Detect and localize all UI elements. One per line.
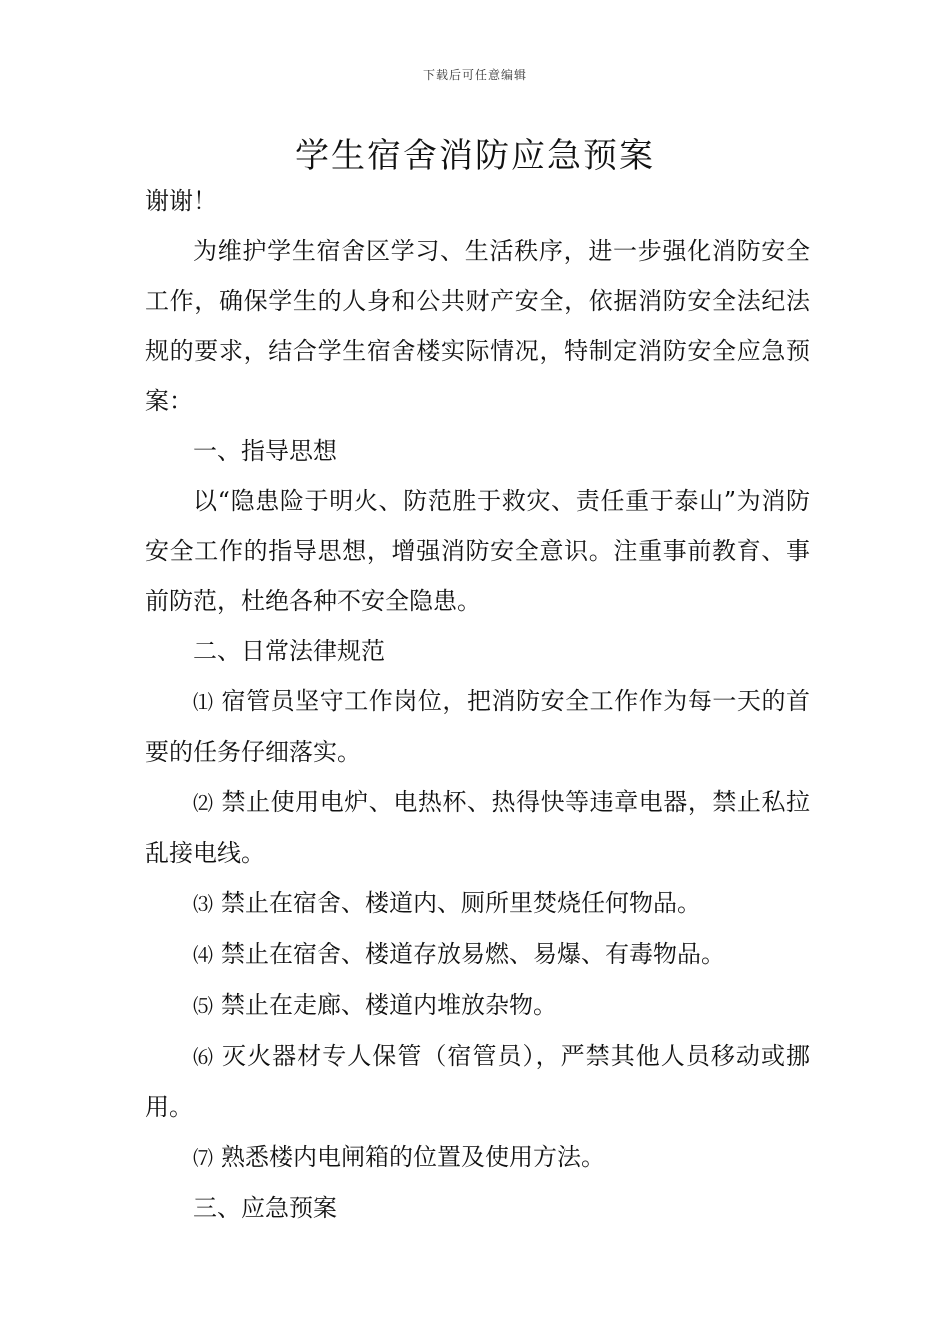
rule-text: 禁止在宿舍、楼道存放易燃、易爆、有毒物品。 <box>221 940 725 968</box>
rule-item <box>145 878 810 929</box>
header-note: 下载后可任意编辑 <box>422 68 527 82</box>
rule-text: 灭火器材专人保管（宿管员），严禁其他人员移动或挪用。 <box>145 1042 811 1121</box>
rule-item <box>145 777 810 878</box>
rule-number: ⑺ <box>193 1146 213 1170</box>
rule-text: 禁止在宿舍、楼道内、厕所里焚烧任何物品。 <box>221 889 701 917</box>
rule-text: 禁止在走廊、楼道内堆放杂物。 <box>221 991 557 1019</box>
rule-number: ⑶ <box>193 892 213 916</box>
section-heading-guiding-principle: 一、指导思想 <box>193 437 337 465</box>
rule-number: ⑴ <box>193 690 214 714</box>
guiding-principle-paragraph: 以“隐患险于明火、防范胜于救灾、责任重于泰山”为消防安全工作的指导思想，增强消防安全意识。注重事前教育、事前防范，杜绝各种不安全隐患。 <box>145 487 810 615</box>
rule-number: ⑸ <box>193 994 213 1018</box>
rule-number: ⑹ <box>193 1045 215 1069</box>
document-title: 学生宿舍消防应急预案 <box>295 136 655 176</box>
rule-item <box>145 676 810 777</box>
intro-paragraph: 为维护学生宿舍区学习、生活秩序，进一步强化消防安全工作，确保学生的人身和公共财产安全，依据消防安全法纪法规的要求，结合学生宿舍楼实际情况，特制定消防安全应急预案： <box>145 237 810 415</box>
section-heading-daily-rules: 二、日常法律规范 <box>193 637 385 665</box>
rule-item <box>145 1132 810 1183</box>
rule-number: ⑵ <box>193 791 214 815</box>
rule-text: 熟悉楼内电闸箱的位置及使用方法。 <box>221 1143 605 1171</box>
greeting-paragraph: 谢谢！ <box>145 187 217 215</box>
rule-text: 禁止使用电炉、电热杯、热得快等违章电器，禁止私拉乱接电线。 <box>145 788 811 867</box>
rule-text: 宿管员坚守工作岗位，把消防安全工作作为每一天的首要的任务仔细落实。 <box>145 687 811 766</box>
section-heading-emergency-plan: 三、应急预案 <box>193 1194 337 1222</box>
rule-number: ⑷ <box>193 943 213 967</box>
rule-item <box>145 980 810 1031</box>
document-body <box>145 176 810 1233</box>
rule-item <box>145 1031 810 1132</box>
rule-item <box>145 929 810 980</box>
